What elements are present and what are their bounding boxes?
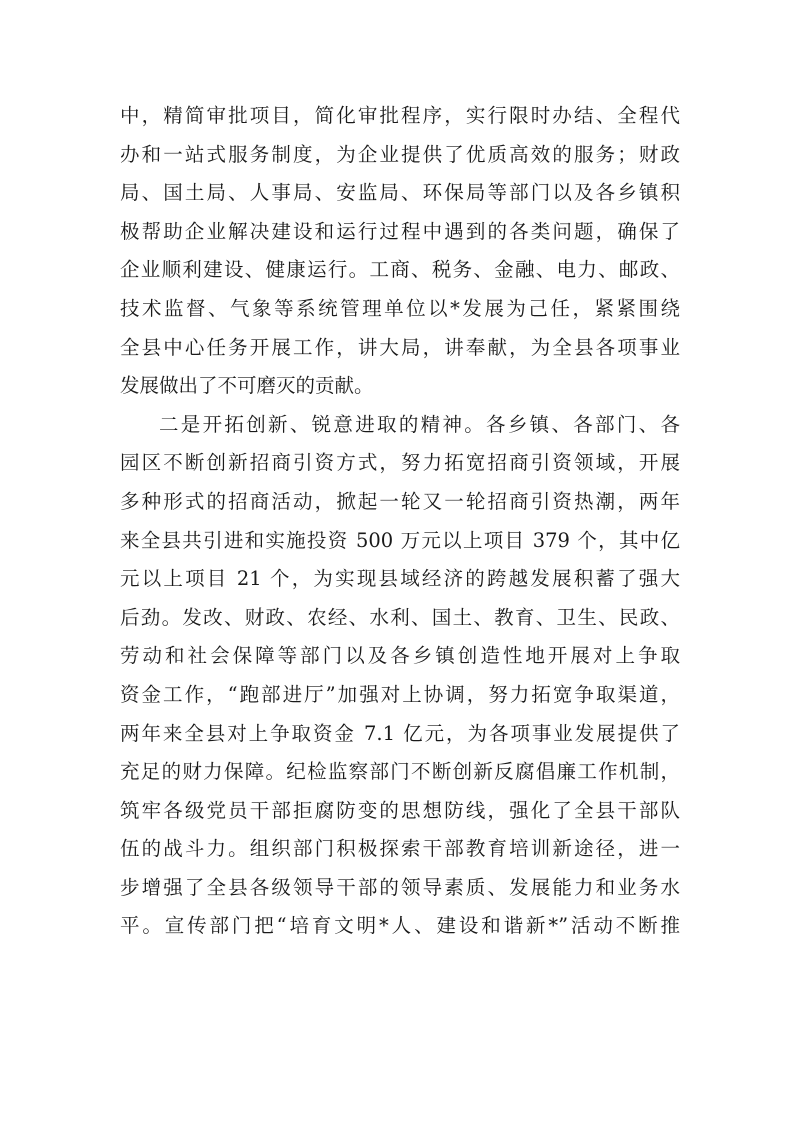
text-line: 来全县共引进和实施投资 500 万元以上项目 379 个，其中亿 xyxy=(120,528,680,552)
text-line: 多种形式的招商活动，掀起一轮又一轮招商引资热潮，两年 xyxy=(120,489,680,513)
text-line: 极帮助企业解决建设和运行过程中遇到的各类问题，确保了 xyxy=(120,219,680,243)
text-line: 后劲。发改、财政、农经、水利、国土、教育、卫生、民政、 xyxy=(120,605,680,629)
text-line: 资金工作，“跑部进厅”加强对上协调，努力拓宽争取渠道， xyxy=(120,682,680,706)
text-line: 两年来全县对上争取资金 7.1 亿元，为各项事业发展提供了 xyxy=(120,721,680,745)
text-line: 劳动和社会保障等部门以及各乡镇创造性地开展对上争取 xyxy=(120,644,680,668)
text-line: 企业顺利建设、健康运行。工商、税务、金融、电力、邮政、 xyxy=(120,258,680,282)
text-line: 办和一站式服务制度，为企业提供了优质高效的服务；财政 xyxy=(120,142,680,166)
text-line: 充足的财力保障。纪检监察部门不断创新反腐倡廉工作机制， xyxy=(120,760,680,784)
text-line: 元以上项目 21 个，为实现县域经济的跨越发展积蓄了强大 xyxy=(120,567,680,591)
text-line: 平。宣传部门把“培育文明*人、建设和谐新*”活动不断推 xyxy=(120,914,680,938)
text-line: 全县中心任务开展工作，讲大局，讲奉献，为全县各项事业 xyxy=(120,335,680,359)
body-text xyxy=(120,97,680,946)
text-line: 园区不断创新招商引资方式，努力拓宽招商引资领域，开展 xyxy=(120,451,680,475)
text-line: 局、国土局、人事局、安监局、环保局等部门以及各乡镇积 xyxy=(120,181,680,205)
text-line: 技术监督、气象等系统管理单位以*发展为己任，紧紧围绕 xyxy=(120,296,680,320)
text-line: 步增强了全县各级领导干部的领导素质、发展能力和业务水 xyxy=(120,875,680,899)
paragraph-end-line: 发展做出了不可磨灭的贡献。 xyxy=(120,374,374,398)
text-line: 筑牢各级党员干部拒腐防变的思想防线，强化了全县干部队 xyxy=(120,798,680,822)
text-line: 中，精简审批项目，简化审批程序，实行限时办结、全程代 xyxy=(120,104,680,127)
paragraph-first-line: 二是开拓创新、锐意进取的精神。各乡镇、各部门、各 xyxy=(159,412,680,436)
text-line: 伍的战斗力。组织部门积极探索干部教育培训新途径，进一 xyxy=(120,837,680,861)
